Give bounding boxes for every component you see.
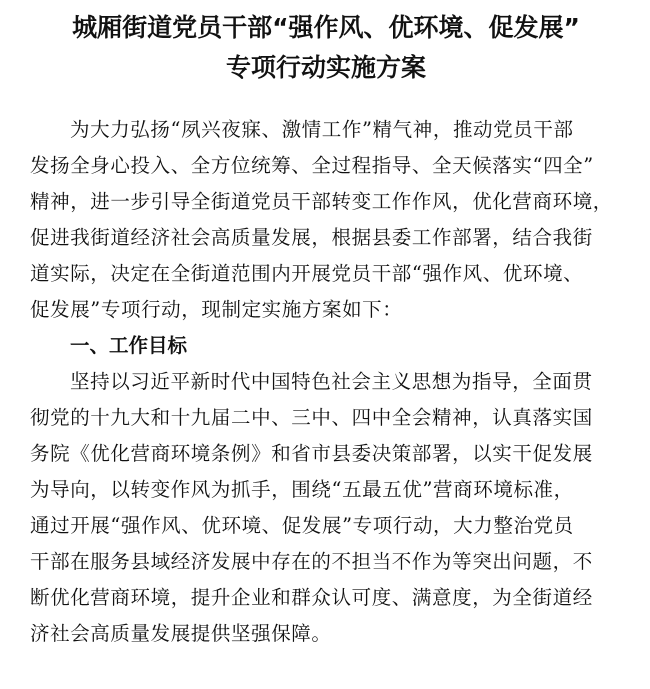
intro-line: 促发展”专项行动，现制定实施方案如下： — [30, 298, 403, 321]
intro-line: 促进我街道经济社会高质量发展，根据县委工作部署，结合我街 — [30, 226, 593, 249]
document-title-line-2: 专项行动实施方案 — [225, 53, 426, 82]
work-goals-paragraph — [30, 364, 622, 652]
intro-line: 道实际，决定在全街道范围内开展党员干部“强作风、优环境、 — [30, 262, 584, 285]
goals-line: 彻党的十九大和十九届二中、三中、四中全会精神，认真落实国 — [30, 406, 593, 429]
goals-line: 断优化营商环境，提升企业和群众认可度、满意度，为全街道经 — [30, 586, 593, 609]
goals-line: 务院《优化营商环境条例》和省市县委决策部署，以实干促发展 — [30, 442, 593, 465]
intro-line: 精神，进一步引导全街道党员干部转变工作作风，优化营商环境， — [30, 190, 613, 213]
intro-paragraph — [30, 112, 622, 328]
intro-line: 发扬全身心投入、全方位统筹、全过程指导、全天候落实“四全” — [30, 154, 594, 177]
document-title-line-1: 城厢街道党员干部“强作风、优环境、促发展” — [72, 13, 580, 42]
goals-line: 济社会高质量发展提供坚强保障。 — [30, 622, 332, 645]
goals-line: 干部在服务县域经济发展中存在的不担当不作为等突出问题，不 — [30, 550, 593, 573]
goals-line: 为导向，以转变作风为抓手，围绕“五最五优”营商环境标准， — [30, 478, 574, 501]
goals-line: 坚持以习近平新时代中国特色社会主义思想为指导，全面贯 — [70, 370, 593, 393]
section-heading-work-goals: 一、工作目标 — [70, 334, 188, 357]
goals-line: 通过开展“强作风、优环境、促发展”专项行动，大力整治党员 — [30, 514, 574, 537]
intro-line: 为大力弘扬“夙兴夜寐、激情工作”精气神，推动党员干部 — [70, 118, 574, 141]
